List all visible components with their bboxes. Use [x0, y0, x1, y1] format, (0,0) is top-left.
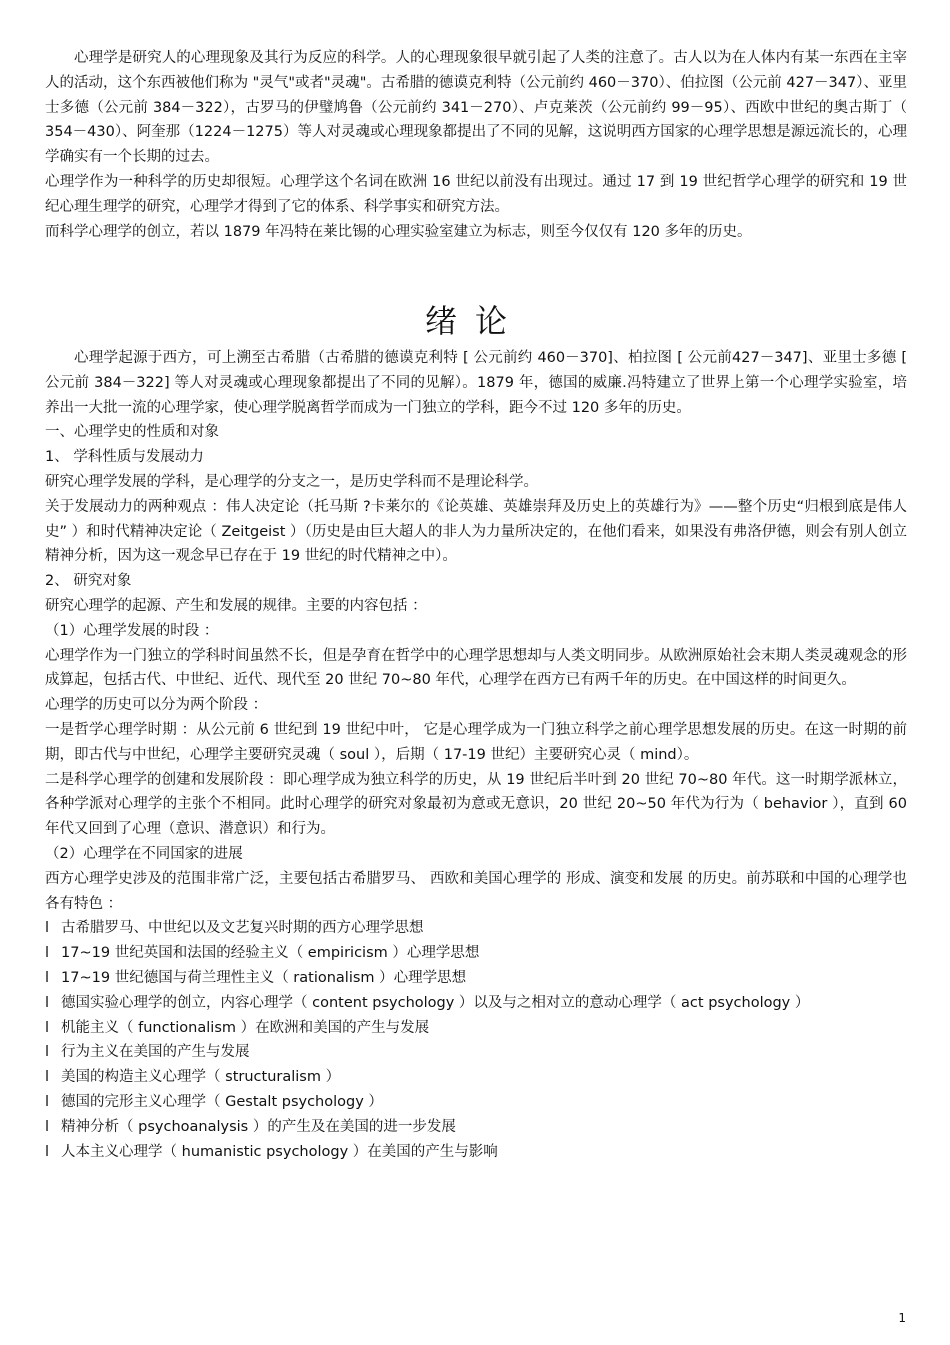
list-item-text: 17~19 世纪德国与荷兰理性主义（ rationalism ）心理学思想 — [61, 969, 467, 986]
paragraph: 二是科学心理学的创建和发展阶段 ：即心理学成为独立科学的历史，从 19 世纪后半叶到 20 世纪 70~80 年代。这一时期学派林立，各种学派对心理学的主张个不相同。此时心理学的研究对象最初为意或无意识，20 世纪 20~50 年代为行为（ behavior ），直到 60 年代又回到了心理（意识、潜意识）和行为。 — [45, 771, 907, 838]
bullet-mark: l — [45, 1044, 50, 1061]
page-title: 绪论 — [424, 302, 525, 340]
bullet-mark: l — [45, 1093, 50, 1110]
list-item — [45, 991, 907, 1016]
paragraph: 关于发展动力的两种观点 ：伟人决定论（托马斯 ?卡莱尔的《论英雄、英雄崇拜及历史上的英雄行为》——整个历史“归根到底是伟人史” ）和时代精神决定论（ Zeitgeist ）（历史是由巨大超人的非人为力量所决定的，在他们看来，如果没有弗洛伊德，则会有别人创立精神分析，因为这一观念早已存在于 19 世纪的时代精神之中）。 — [45, 498, 907, 565]
topic-list — [45, 916, 907, 1164]
list-item-text: 机能主义（ functionalism ）在欧洲和美国的产生与发展 — [61, 1019, 430, 1036]
paragraph: 一是哲学心理学时期 ：从公元前 6 世纪到 19 世纪中叶， 它是心理学成为一门独立科学之前心理学思想发展的历史。在这一时期的前期，即古代与中世纪，心理学主要研究灵魂（ soul ），后期（ 17-19 世纪）主要研究心灵（ mind）。 — [45, 721, 907, 763]
list-item — [45, 966, 907, 991]
bullet-mark: l — [45, 1118, 50, 1135]
bullet-mark: l — [45, 1019, 50, 1036]
list-item — [45, 1090, 907, 1115]
list-item — [45, 1016, 907, 1041]
item-heading: （1）心理学发展的时段 ： — [45, 622, 219, 639]
origin-paragraph: 心理学起源于西方，可上溯至古希腊（古希腊的德谟克利特 [ 公元前约 460－370]、柏拉图 [ 公元前427－347]、亚里士多德 [ 公元前 384－322] 等人对灵魂或心理现象都提出了不同的见解）。1879 年，德国的威廉.冯特建立了世界上第一个心理学实验室，培养出一大批一流的心理学家，使心理学脱离哲学而成为一门独立的学科，距今不过 120 多年的历史。 — [45, 350, 907, 416]
list-item — [45, 1115, 907, 1140]
page-number: 1 — [898, 1311, 906, 1325]
bullet-mark: l — [45, 969, 50, 986]
paragraph: 心理学作为一门独立的学科时间虽然不长，但是孕育在哲学中的心理学思想却与人类文明同步。从欧洲原始社会末期人类灵魂观念的形成算起，包括古代、中世纪、近代、现代至 20 世纪 70~80 年代，心理学在西方已有两千年的历史。在中国这样的时间更久。 — [45, 647, 907, 689]
bullet-mark: l — [45, 1143, 50, 1160]
list-item-text: 17~19 世纪英国和法国的经验主义（ empiricism ）心理学思想 — [61, 945, 480, 962]
list-item-text: 精神分析（ psychoanalysis ）的产生及在美国的进一步发展 — [61, 1118, 456, 1135]
paragraph: 研究心理学发展的学科，是心理学的分支之一，是历史学科而不是理论科学。 — [45, 473, 538, 490]
subsection-heading: 1、 学科性质与发展动力 — [45, 449, 204, 466]
intro-section — [45, 46, 907, 244]
intro-paragraph: 心理学是研究人的心理现象及其行为反应的科学。人的心理现象很早就引起了人类的注意了。古人以为在人体内有某一东西在主宰人的活动，这个东西被他们称为 "灵气"或者"灵魂"。古希腊的德谟克利特（公元前约 460－370）、伯拉图（公元前 427－347）、亚里士多德（公元前 384－322），古罗马的伊璧鸠鲁（公元前约 341－270）、卢克莱茨（公元前约 99－95）、西欧中世纪的奥古斯丁（ 354－430）、阿奎那（1224－1275）等人对灵魂或心理现象都提出了不同的见解，这说明西方国家的心理学思想是源远流长的，心理学确实有一个长期的过去。 — [45, 50, 907, 166]
list-item-text: 德国实验心理学的创立，内容心理学（ content psychology ）以及与之相对立的意动心理学（ act psychology ） — [61, 994, 810, 1011]
list-item-text: 行为主义在美国的产生与发展 — [61, 1044, 250, 1061]
bullet-mark: l — [45, 945, 50, 962]
intro-paragraph: 而科学心理学的创立，若以 1879 年冯特在莱比锡的心理实验室建立为标志，则至今仅仅有 120 多年的历史。 — [45, 223, 752, 240]
list-item — [45, 941, 907, 966]
list-item-text: 古希腊罗马、中世纪以及文艺复兴时期的西方心理学思想 — [61, 920, 424, 937]
paragraph: 西方心理学史涉及的范围非常广泛，主要包括古希腊罗马、 西欧和美国心理学的 形成、演变和发展 的历史。前苏联和中国的心理学也各有特色 ： — [45, 870, 907, 912]
paragraph: 心理学的历史可以分为两个阶段 ： — [45, 697, 268, 714]
paragraph: 研究心理学的起源、产生和发展的规律。主要的内容包括 ： — [45, 597, 427, 614]
bullet-mark: l — [45, 994, 50, 1011]
section-heading: 一、心理学史的性质和对象 — [45, 424, 219, 441]
list-item — [45, 1040, 907, 1065]
bullet-mark: l — [45, 1069, 50, 1086]
list-item — [45, 1140, 907, 1165]
item-heading: （2）心理学在不同国家的进展 — [45, 845, 243, 862]
bullet-mark: l — [45, 920, 50, 937]
main-body — [45, 346, 907, 1164]
list-item-text: 人本主义心理学（ humanistic psychology ）在美国的产生与影响 — [61, 1143, 498, 1160]
list-item — [45, 1065, 907, 1090]
subsection-heading: 2、 研究对象 — [45, 573, 132, 590]
intro-paragraph: 心理学作为一种科学的历史却很短。心理学这个名词在欧洲 16 世纪以前没有出现过。通过 17 到 19 世纪哲学心理学的研究和 19 世纪心理生理学的研究，心理学才得到了它的体系、科学事实和研究方法。 — [45, 173, 907, 215]
list-item-text: 德国的完形主义心理学（ Gestalt psychology ） — [61, 1093, 383, 1110]
list-item-text: 美国的构造主义心理学（ structuralism ） — [61, 1069, 341, 1086]
list-item — [45, 916, 907, 941]
